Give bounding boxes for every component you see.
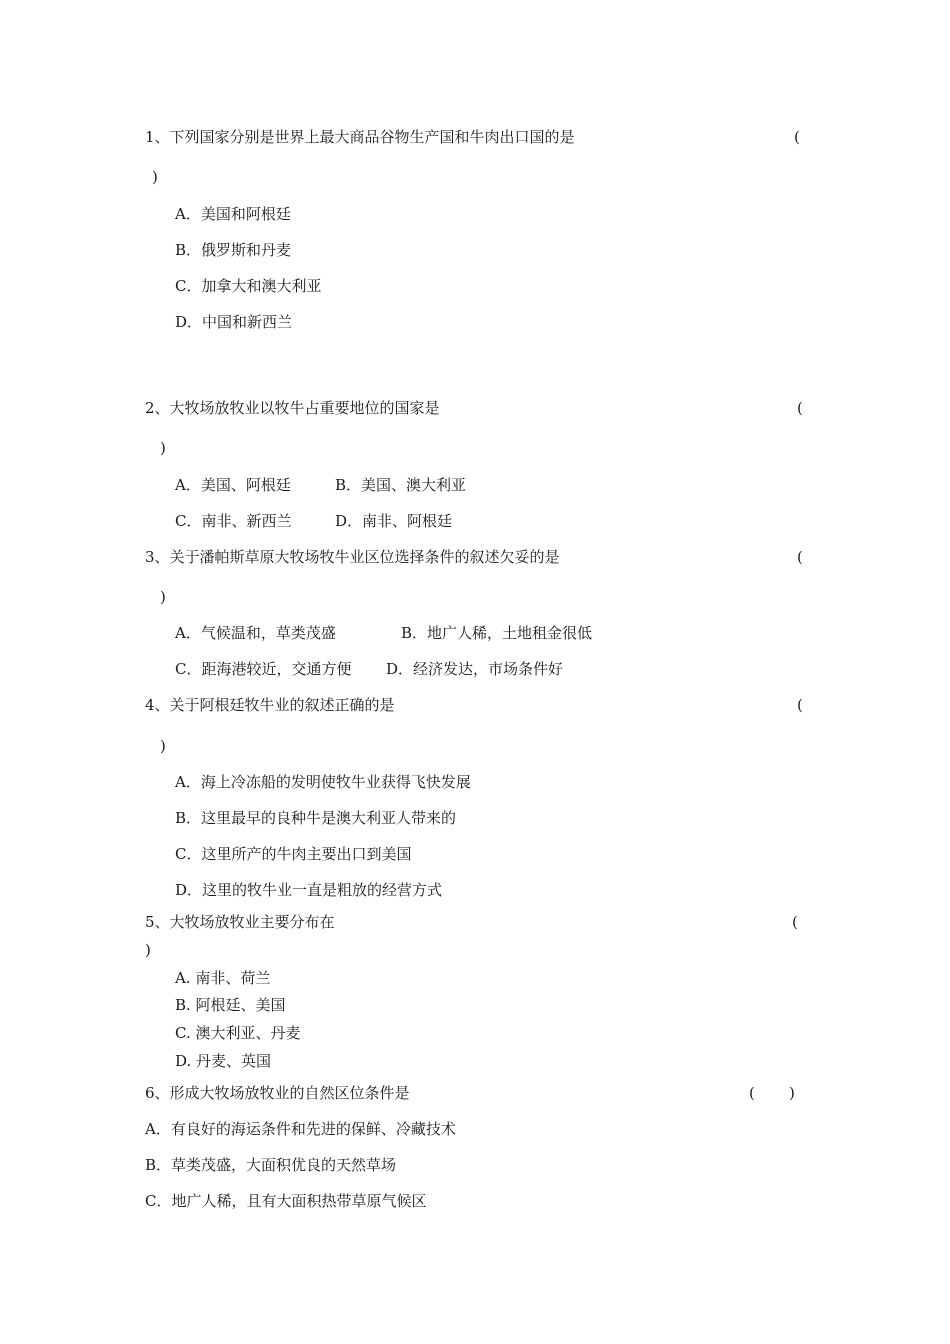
answer-paren-close: ) (160, 439, 166, 457)
option-c: C．距海港较近，交通方便 (175, 660, 352, 678)
option-c: C．加拿大和澳大利亚 (175, 277, 322, 295)
option-d: D．南非、阿根廷 (335, 512, 453, 530)
option-b: B．美国、澳大利亚 (335, 476, 467, 494)
question-stem: 6、形成大牧场放牧业的自然区位条件是 (145, 1084, 410, 1102)
option-d: D．这里的牧牛业一直是粗放的经营方式 (175, 881, 443, 899)
option-c: C．这里所产的牛肉主要出口到美国 (175, 845, 412, 863)
question-stem: 1、下列国家分别是世界上最大商品谷物生产国和牛肉出口国的是 (145, 128, 575, 146)
option-c: C．地广人稀，且有大面积热带草原气候区 (145, 1192, 427, 1210)
option-a: A．美国和阿根廷 (175, 205, 291, 223)
answer-paren-close: ) (152, 168, 158, 186)
option-b: B．这里最早的良种牛是澳大利亚人带来的 (175, 809, 457, 827)
option-b: B．地广人稀，土地租金很低 (401, 624, 593, 642)
option-d: D．经济发达，市场条件好 (386, 660, 564, 678)
answer-paren-close: ) (145, 941, 151, 959)
question-stem: 3、关于潘帕斯草原大牧场牧牛业区位选择条件的叙述欠妥的是 (145, 548, 560, 566)
answer-paren-close: ) (160, 737, 166, 755)
option-b: B．草类茂盛，大面积优良的天然草场 (145, 1156, 397, 1174)
option-a: A．美国、阿根廷 (175, 476, 291, 494)
question-stem: 2、大牧场放牧业以牧牛占重要地位的国家是 (145, 399, 440, 417)
option-b: B．俄罗斯和丹麦 (175, 241, 292, 259)
question-stem: 5、大牧场放牧业主要分布在 (145, 913, 335, 931)
answer-paren-open: ( (797, 548, 803, 566)
option-d: D. 丹麦、英国 (175, 1052, 272, 1070)
answer-paren-open: ( (794, 128, 800, 146)
answer-paren-open: ( (792, 913, 798, 931)
option-c: C. 澳大利亚、丹麦 (175, 1024, 301, 1042)
answer-paren-open: ( (749, 1084, 755, 1102)
option-b: B. 阿根廷、美国 (175, 996, 286, 1014)
answer-paren-open: ( (797, 399, 803, 417)
option-a: A．气候温和，草类茂盛 (175, 624, 336, 642)
answer-paren-close: ) (160, 588, 166, 606)
option-a: A. 南非、荷兰 (175, 969, 271, 987)
option-c: C．南非、新西兰 (175, 512, 292, 530)
option-a: A．有良好的海运条件和先进的保鲜、冷藏技术 (145, 1120, 456, 1138)
answer-paren-open: ( (797, 696, 803, 714)
option-a: A．海上冷冻船的发明使牧牛业获得飞快发展 (175, 773, 471, 791)
question-stem: 4、关于阿根廷牧牛业的叙述正确的是 (145, 696, 395, 714)
answer-paren-close: ) (789, 1084, 795, 1102)
option-d: D．中国和新西兰 (175, 313, 293, 331)
